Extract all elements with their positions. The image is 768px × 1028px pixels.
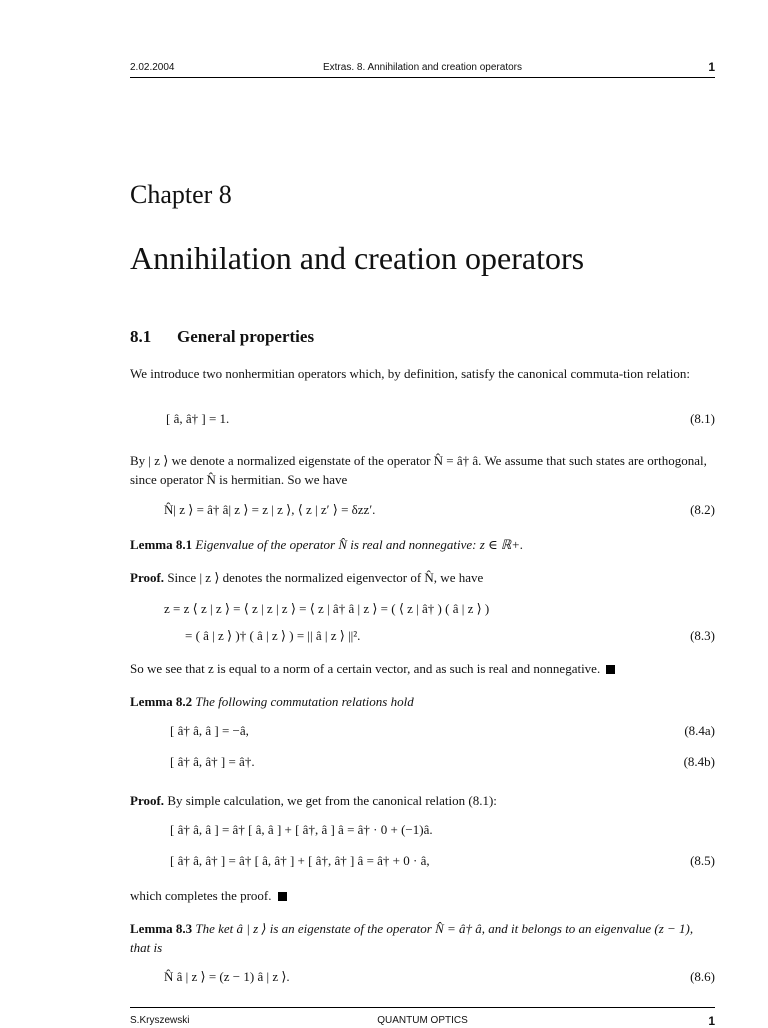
qed-square-icon	[278, 892, 287, 901]
equation-math: [ â† â, â ] = −â,	[170, 723, 249, 738]
running-header	[130, 62, 715, 78]
equation-number: (8.6)	[690, 969, 715, 984]
equation-math: [ â, â† ] = 1.	[166, 411, 230, 426]
equation-8-1	[130, 411, 715, 433]
header-running-title: Extras. 8. Annihilation and creation operators	[322, 62, 522, 73]
equation-8-2	[130, 502, 715, 524]
equation-number: (8.4a)	[684, 723, 715, 738]
footer-author: S.Kryszewski	[130, 1015, 190, 1026]
header-page-number: 1	[708, 60, 715, 74]
lemma-text: The following commutation relations hold	[195, 694, 414, 709]
section-title: General properties	[177, 327, 315, 346]
paragraph-text: which completes the proof.	[130, 888, 272, 903]
equation-8-3-line-1	[130, 601, 715, 623]
equation-number: (8.4b)	[683, 754, 715, 769]
equation-math: [ â† â, â† ] = â† [ â, â† ] + [ â†, â† ] â = â† + 0 · â,	[170, 853, 430, 868]
equation-number: (8.3)	[690, 628, 715, 643]
chapter-title: Annihilation and creation operators	[130, 240, 585, 276]
lemma-8-2	[130, 692, 715, 711]
footer-course: QUANTUM OPTICS	[377, 1015, 468, 1026]
lemma-text: Eigenvalue of the operator N̂ is real and nonnegative: z ∈ ℝ+.	[195, 537, 524, 552]
equation-8-3-line-2	[130, 628, 715, 650]
equation-math: z = z ⟨ z | z ⟩ = ⟨ z | z | z ⟩ = ⟨ z | â† â | z ⟩ = ( ⟨ z | â† ) ( â | z ⟩ )	[164, 601, 490, 616]
equation-number: (8.5)	[690, 853, 715, 868]
proof-text: By simple calculation, we get from the canonical relation (8.1):	[167, 793, 497, 808]
equation-math: = ( â | z ⟩ )† ( â | z ⟩ ) = || â | z ⟩ ||².	[185, 628, 361, 643]
proof-label: Proof.	[130, 570, 165, 585]
equation-number: (8.1)	[690, 411, 715, 426]
equation-8-5-line-1	[130, 822, 715, 844]
lemma-8-3	[130, 919, 715, 957]
equation-math: N̂ â | z ⟩ = (z − 1) â | z ⟩.	[164, 969, 290, 984]
lemma-8-1	[130, 535, 715, 554]
equation-8-6	[130, 969, 715, 991]
equation-8-4a	[130, 723, 715, 745]
lemma-label: Lemma 8.1	[130, 537, 193, 552]
paragraph-intro: We introduce two nonhermitian operators which, by definition, satisfy the canonical commuta-tion relation:	[130, 366, 690, 381]
header-date: 2.02.2004	[130, 62, 175, 73]
equation-8-4b	[130, 754, 715, 776]
footer-rule	[130, 1007, 715, 1008]
footer-page-number: 1	[708, 1014, 715, 1028]
header-rule	[130, 77, 715, 78]
paragraph-eigenstate: By | z ⟩ we denote a normalized eigenstate of the operator N̂ = â† â. We assume that such states are orthogonal, since operator N̂ is hermitian. So we have	[130, 453, 707, 487]
proof-label: Proof.	[130, 793, 165, 808]
equation-math: [ â† â, â ] = â† [ â, â ] + [ â†, â ] â = â† · 0 + (−1)â.	[170, 822, 433, 837]
proof-1	[130, 568, 715, 587]
paragraph-completes	[130, 886, 715, 905]
proof-2	[130, 791, 715, 810]
lemma-label: Lemma 8.2	[130, 694, 193, 709]
paper-page	[130, 0, 715, 1028]
section-heading	[130, 327, 314, 347]
proof-text: Since | z ⟩ denotes the normalized eigenvector of N̂, we have	[167, 570, 484, 585]
paragraph-norm	[130, 659, 715, 678]
equation-math: [ â† â, â† ] = â†.	[170, 754, 255, 769]
chapter-label: Chapter 8	[130, 180, 232, 209]
section-number: 8.1	[130, 327, 152, 346]
qed-square-icon	[606, 665, 615, 674]
equation-number: (8.2)	[690, 502, 715, 517]
lemma-text: The ket â | z ⟩ is an eigenstate of the operator N̂ = â† â, and it belongs to an eigenvalue (z − 1), that is	[130, 921, 694, 955]
equation-8-5-line-2	[130, 853, 715, 875]
lemma-label: Lemma 8.3	[130, 921, 193, 936]
paragraph-text: So we see that z is equal to a norm of a certain vector, and as such is real and nonnegative.	[130, 661, 601, 676]
equation-math: N̂| z ⟩ = â† â| z ⟩ = z | z ⟩, ⟨ z | z′ ⟩ = δzz′.	[164, 502, 376, 517]
